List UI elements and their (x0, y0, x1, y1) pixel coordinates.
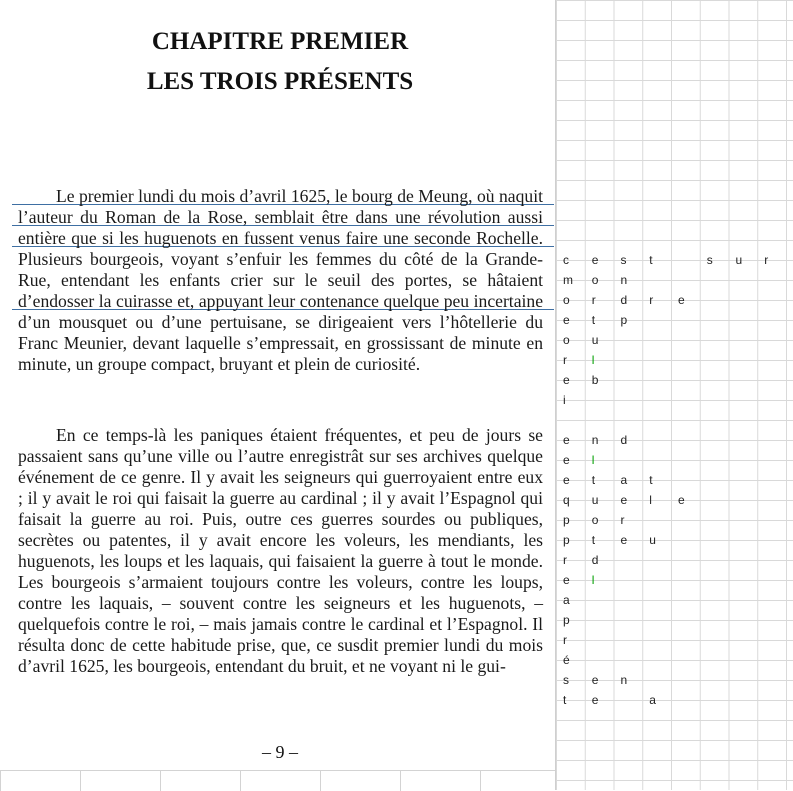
grid-cell[interactable]: a (563, 593, 570, 607)
bottom-grid-strip (0, 770, 555, 791)
grid-cell[interactable]: u (591, 333, 599, 347)
grid-cell[interactable]: o (591, 273, 599, 287)
grid-cell[interactable]: n (620, 273, 628, 287)
grid-cell[interactable]: o (563, 293, 570, 307)
paragraph-1-text: Le premier lundi du mois d’avril 1625, le bourg de Meung, où naquit l’auteur du Roman de la Rose, semblait être dans une révolution aussi entière que si les huguenots en fussent venus faire une seconde Rochelle. Plusieurs bourgeois, voyant s’enfuir les femmes du côté de la Grande-Rue, entendant les enfants crier sur le seuil des portes, se hâtaient d’endosser la cuirasse et, appuyant leur contenance quelque peu incertaine d’un mousquet ou d’une pertuisane, se dirigeaient vers l’hôtellerie du Franc Meunier, devant laquelle s’empressait, en grossissant de minute en minute, un groupe compact, bruyant et plein de curiosité. (18, 186, 543, 374)
grid-cell[interactable]: s (563, 673, 569, 687)
grid-cell[interactable]: t (563, 693, 567, 707)
grid-cell[interactable]: e (591, 693, 599, 707)
grid-cell[interactable]: t (649, 473, 653, 487)
grid-cell[interactable]: c (563, 253, 569, 267)
grid-cell[interactable]: t (591, 533, 596, 547)
paragraph-2-text: En ce temps-là les paniques étaient fréquentes, et peu de jours se passaient sans qu’une ville ou l’autre enregistrât sur ses archives quelque événement de ce genre. Il y avait les seigneurs qui guerroyaient entre eux ; il y avait le roi qui faisait la guerre au cardinal ; il y avait l’Espagnol qui faisait la guerre au roi. Puis, outre ces guerres sourdes ou publiques, secrètes ou patentes, il y avait encore les voleurs, les mendiants, les huguenots, les loups et les laquais, qui faisaient la guerre à tout le monde. Les bourgeois s’armaient toujours contre les voleurs, contre les loups, contre les laquais, – souvent contre les seigneurs et les huguenots, – quelquefois contre le roi, – mais jamais contre le cardinal et l’Espagnol. Il résulta donc de cette habitude prise, que, ce susdit premier lundi du mois d’avril 1625, les bourgeois, entendant du bruit, et ne voyant ni le gui- (18, 425, 543, 676)
grid-cell[interactable]: e (678, 293, 685, 307)
grid-cell[interactable]: u (591, 493, 599, 507)
grid-cell[interactable]: a (649, 693, 656, 707)
grid-cell[interactable]: l (591, 453, 595, 467)
paragraph-2 (18, 425, 543, 677)
grid-cell[interactable]: r (563, 353, 567, 367)
chapter-title: LES TROIS PRÉSENTS (146, 68, 414, 95)
grid-cell[interactable]: i (563, 393, 566, 407)
grid-cell[interactable]: b (591, 373, 599, 387)
grid-cell[interactable]: é (563, 653, 570, 667)
grid-cell[interactable]: r (563, 553, 567, 567)
grid-cell[interactable]: e (678, 493, 685, 507)
page-number: – 9 – (262, 742, 298, 762)
grid-cell[interactable]: e (563, 453, 570, 467)
grid-cell[interactable]: t (649, 253, 653, 267)
grid-cell[interactable]: q (563, 493, 570, 507)
grid-cell[interactable]: d (620, 433, 628, 447)
grid-cell[interactable]: e (563, 373, 570, 387)
grid-cell[interactable]: e (563, 573, 570, 587)
grid-cell[interactable]: p (620, 313, 628, 327)
grid-cell[interactable]: e (563, 313, 570, 327)
grid-cell[interactable]: r (620, 513, 625, 527)
grid-cell[interactable]: s (620, 253, 627, 267)
grid-cell[interactable]: n (591, 433, 599, 447)
grid-cell[interactable]: m (563, 273, 573, 287)
grid-cell[interactable]: e (620, 493, 628, 507)
grid-cell[interactable]: l (649, 493, 652, 507)
grid-cell[interactable]: n (620, 673, 628, 687)
grid-cell[interactable]: s (706, 253, 713, 267)
grid-cell[interactable]: l (591, 573, 595, 587)
grid-cell[interactable]: o (591, 513, 599, 527)
grid-cell[interactable]: r (764, 253, 769, 267)
grid-cell[interactable]: p (563, 533, 570, 547)
grid-cell[interactable]: e (563, 433, 570, 447)
chapter-number: CHAPITRE PREMIER (151, 28, 409, 55)
grid-cell[interactable]: o (563, 333, 570, 347)
grid-cell[interactable]: t (591, 473, 596, 487)
grid-cell[interactable]: d (620, 293, 628, 307)
grid-cell[interactable]: a (620, 473, 628, 487)
grid-cell[interactable]: e (591, 673, 599, 687)
grid-cell[interactable]: r (649, 293, 654, 307)
grid-cell[interactable]: e (620, 533, 628, 547)
paragraph-1 (18, 186, 543, 375)
grid-cell[interactable]: u (649, 533, 656, 547)
grid-cell[interactable]: e (591, 253, 599, 267)
grid-cell[interactable]: u (735, 253, 743, 267)
grid-cell[interactable]: p (563, 613, 570, 627)
grid-cell[interactable]: r (591, 293, 596, 307)
grid-cell[interactable]: d (591, 553, 599, 567)
grid-cell[interactable]: t (591, 313, 596, 327)
grid-cell[interactable]: l (591, 353, 595, 367)
spreadsheet-grid[interactable] (555, 0, 793, 790)
grid-cell[interactable]: e (563, 473, 570, 487)
grid-cell[interactable]: r (563, 633, 567, 647)
grid-cell[interactable]: p (563, 513, 570, 527)
